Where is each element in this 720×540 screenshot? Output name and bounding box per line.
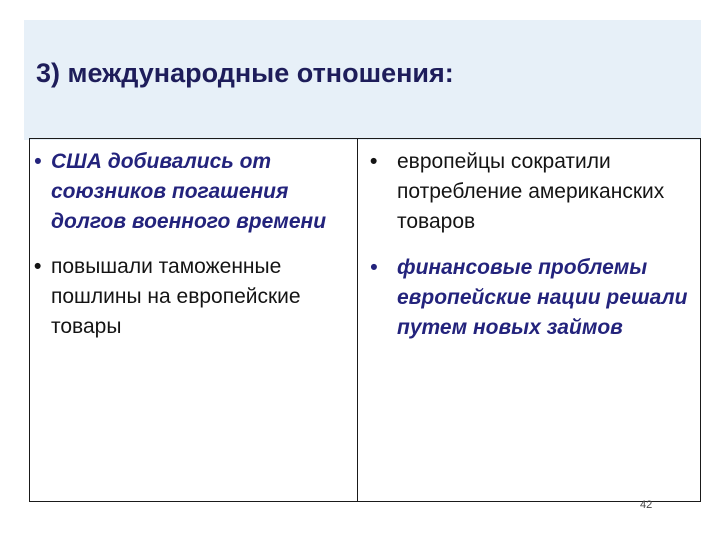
slide-title: 3) международные отношения: xyxy=(36,58,454,88)
list-item-text: США добивались от союзников погашения долгов военного времени xyxy=(51,150,327,233)
comparison-table xyxy=(29,138,701,502)
list-item-text: повышали таможенные пошлины на европейские товары xyxy=(51,255,301,338)
right-bullet-list xyxy=(358,139,700,343)
table-column-right xyxy=(358,139,700,501)
list-item-text: финансовые проблемы европейские нации решали путем новых займов xyxy=(397,256,688,339)
bullet-icon: • xyxy=(370,256,378,279)
list-item xyxy=(34,252,351,342)
bullet-icon: • xyxy=(370,150,378,173)
bullet-icon: • xyxy=(34,255,42,278)
left-bullet-list xyxy=(30,139,357,342)
table-column-left xyxy=(30,139,358,501)
list-item-text: европейцы сократили потребление американских товаров xyxy=(397,150,665,233)
page-number: 42 xyxy=(640,499,653,511)
bullet-icon: • xyxy=(34,150,42,173)
list-item xyxy=(370,253,696,343)
list-item xyxy=(370,147,696,237)
list-item xyxy=(34,147,351,237)
